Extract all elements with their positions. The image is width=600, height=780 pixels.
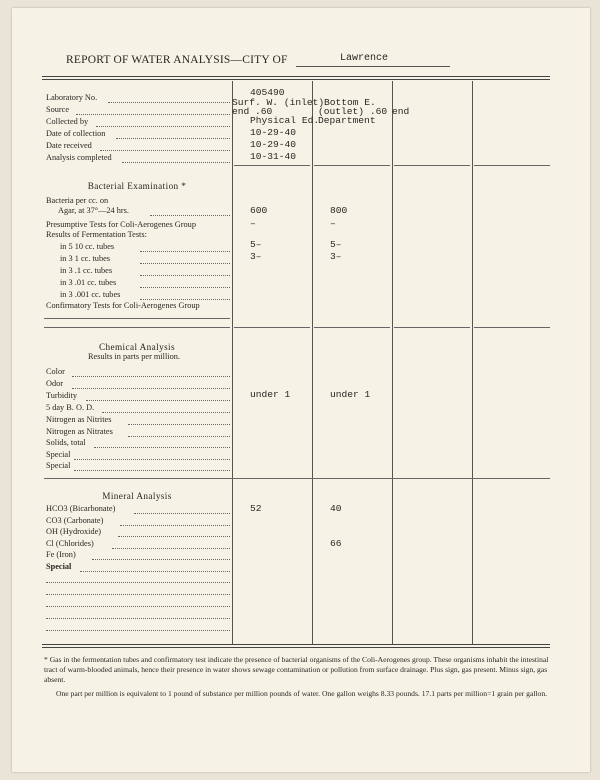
- cell-rule: [394, 165, 470, 166]
- source-col1-line1: Surf. W. (inlet): [232, 97, 325, 108]
- cell-rule: [44, 327, 230, 328]
- leader-line: [120, 525, 230, 526]
- top-rule: [42, 76, 550, 77]
- leader-line: [76, 114, 230, 115]
- label-date-received: Date received: [46, 141, 92, 150]
- leader-line: [72, 376, 230, 377]
- label-special-2: Special: [46, 461, 71, 470]
- leader-line: [116, 138, 230, 139]
- chemical-heading: Chemical Analysis: [99, 342, 175, 352]
- cell-rule: [234, 165, 310, 166]
- leader-line: [108, 102, 230, 103]
- chemical-subheading: Results in parts per million.: [88, 352, 180, 361]
- tubes10-col1: 5–: [250, 239, 262, 250]
- bottom-rule-2: [42, 647, 550, 648]
- label-date-collection: Date of collection: [46, 129, 106, 138]
- leader-line: [96, 126, 230, 127]
- date-collection-value: 10-29-40: [250, 127, 297, 138]
- footnote-ppm: One part per million is equivalent to 1 pound of substance per million pounds of water. One gallon weighs 8.33 pounds. 17.1 parts per million=1 grain per gallon.: [56, 689, 548, 698]
- label-confirmatory: Confirmatory Tests for Coli-Aerogenes Group: [46, 301, 200, 310]
- tubes10-col2: 5–: [330, 239, 342, 250]
- leader-line: [140, 287, 230, 288]
- column-divider-4: [472, 81, 473, 645]
- agar-col2: 800: [330, 205, 348, 216]
- label-fe: Fe (Iron): [46, 550, 76, 559]
- analysis-completed-value: 10-31-40: [250, 151, 297, 162]
- report-title: REPORT OF WATER ANALYSIS—CITY OF: [66, 54, 288, 66]
- label-special-mineral: Special: [46, 562, 72, 571]
- label-bod: 5 day B. O. D.: [46, 403, 95, 412]
- leader-line: [74, 459, 230, 460]
- leader-line: [128, 436, 230, 437]
- presumptive-col1: –: [250, 218, 256, 229]
- label-turbidity: Turbidity: [46, 391, 78, 400]
- column-divider-1: [232, 81, 233, 645]
- label-hco3: HCO3 (Bicarbonate): [46, 504, 116, 513]
- leader-line: [128, 424, 230, 425]
- label-collected-by: Collected by: [46, 117, 89, 126]
- cell-rule: [44, 318, 230, 319]
- cell-rule: [394, 327, 470, 328]
- label-bacteria-per-cc: Bacteria per cc. on: [46, 196, 109, 205]
- leader-line: [72, 388, 230, 389]
- label-nitrites: Nitrogen as Nitrites: [46, 415, 112, 424]
- leader-line: [102, 412, 230, 413]
- cl-col2: 66: [330, 538, 342, 549]
- column-divider-2: [312, 81, 313, 645]
- bacterial-heading: Bacterial Examination *: [87, 181, 187, 191]
- city-name: Lawrence: [340, 53, 389, 64]
- source-col1-line2: end .60: [232, 106, 273, 117]
- leader-line: [140, 263, 230, 264]
- label-nitrates: Nitrogen as Nitrates: [46, 427, 113, 436]
- label-tubes-001: in 3 .01 cc. tubes: [60, 278, 117, 287]
- tubes1-col2: 3–: [330, 251, 342, 262]
- blank-line: [46, 618, 230, 619]
- leader-line: [92, 559, 230, 560]
- blank-line: [46, 594, 230, 595]
- date-received-value: 10-29-40: [250, 139, 297, 150]
- hco3-col2: 40: [330, 503, 342, 514]
- label-fermentation: Results of Fermentation Tests:: [46, 230, 147, 239]
- label-presumptive: Presumptive Tests for Coli-Aerogenes Group: [46, 220, 196, 229]
- label-tubes-01: in 3 .1 cc. tubes: [60, 266, 113, 275]
- label-laboratory-no: Laboratory No.: [46, 93, 98, 102]
- mineral-heading: Mineral Analysis: [102, 491, 172, 501]
- leader-line: [150, 215, 230, 216]
- cell-rule: [474, 165, 550, 166]
- leader-line: [122, 162, 230, 163]
- leader-line: [134, 513, 230, 514]
- section-rule: [44, 478, 550, 479]
- turbidity-col2: under 1: [330, 389, 371, 400]
- top-rule-2: [42, 79, 550, 80]
- leader-line: [140, 299, 230, 300]
- leader-line: [118, 536, 230, 537]
- source-col2-line1: Bottom E.: [324, 97, 376, 108]
- footnote-gas: * Gas in the fermentation tubes and confirmatory test indicate the presence of bacterial organisms of the Coli-Aerogenes group. These organisms inhabit the intestinal tract of warm-blooded animals, hence their presence in water shows sewage contamination or pollution from surface drainage. Plus sign, gas present. Minus sign, gas absent.: [44, 655, 549, 684]
- leader-line: [140, 275, 230, 276]
- label-agar: Agar, at 37°—24 hrs.: [58, 206, 129, 215]
- source-col3: end: [392, 106, 410, 117]
- label-odor: Odor: [46, 379, 64, 388]
- cell-rule: [314, 327, 390, 328]
- turbidity-col1: under 1: [250, 389, 291, 400]
- tubes1-col1: 3–: [250, 251, 262, 262]
- hco3-col1: 52: [250, 503, 262, 514]
- label-source: Source: [46, 105, 70, 114]
- source-col2-line2: (outlet) .60: [318, 106, 388, 117]
- label-oh: OH (Hydroxide): [46, 527, 102, 536]
- cell-rule: [474, 327, 550, 328]
- leader-line: [112, 548, 230, 549]
- label-color: Color: [46, 367, 65, 376]
- leader-line: [94, 447, 230, 448]
- collected-col1: Physical Ed.: [250, 115, 320, 126]
- blank-line: [46, 582, 230, 583]
- leader-line: [80, 571, 230, 572]
- label-cl: Cl (Chlorides): [46, 539, 94, 548]
- agar-col1: 600: [250, 205, 268, 216]
- bottom-rule: [42, 644, 550, 645]
- leader-line: [86, 400, 230, 401]
- label-analysis-completed: Analysis completed: [46, 153, 112, 162]
- leader-line: [74, 470, 230, 471]
- blank-line: [46, 630, 230, 631]
- leader-line: [100, 150, 230, 151]
- column-divider-3: [392, 81, 393, 645]
- city-underline: [296, 66, 450, 67]
- cell-rule: [234, 327, 310, 328]
- presumptive-col2: –: [330, 218, 336, 229]
- label-tubes-10: in 5 10 cc. tubes: [60, 242, 115, 251]
- cell-rule: [314, 165, 390, 166]
- blank-line: [46, 606, 230, 607]
- label-tubes-0001: in 3 .001 cc. tubes: [60, 290, 121, 299]
- label-co3: CO3 (Carbonate): [46, 516, 104, 525]
- leader-line: [140, 251, 230, 252]
- lab-number: 405490: [250, 87, 285, 98]
- label-solids: Solids, total: [46, 438, 86, 447]
- label-tubes-1: in 3 1 cc. tubes: [60, 254, 111, 263]
- label-special-1: Special: [46, 450, 71, 459]
- collected-col2: Department: [318, 115, 376, 126]
